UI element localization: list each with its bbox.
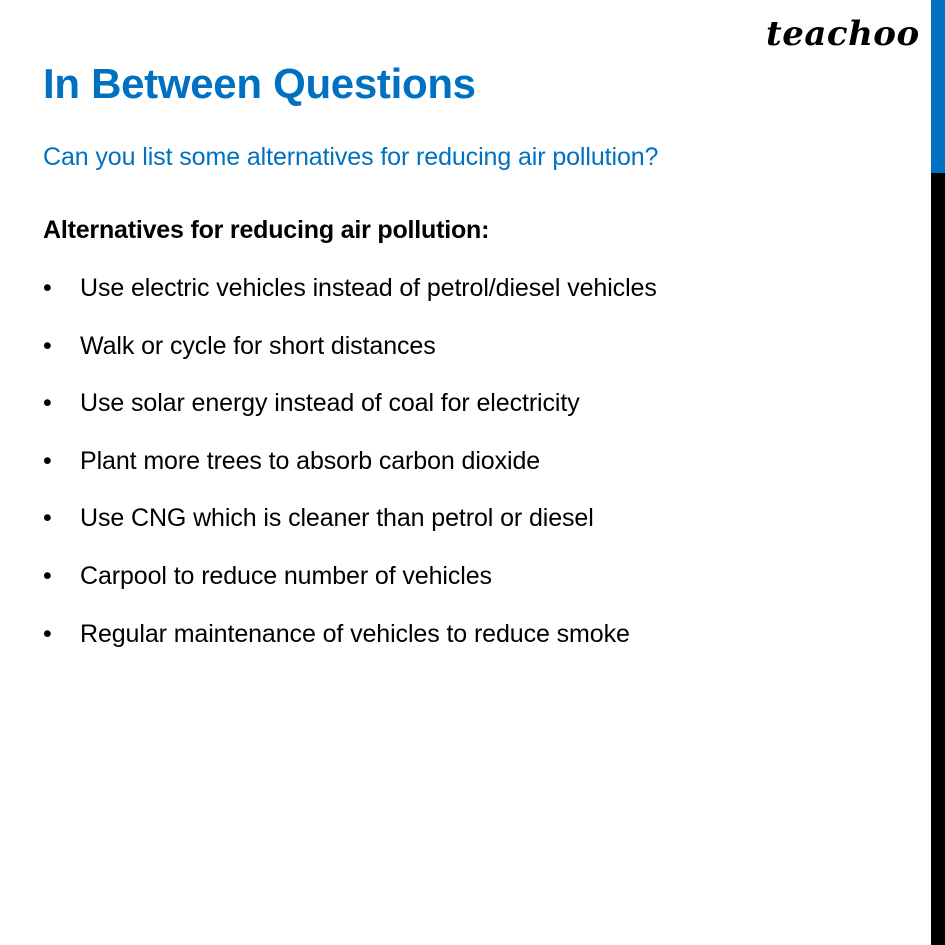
list-item xyxy=(43,500,657,558)
list-item-text: Use CNG which is cleaner than petrol or diesel xyxy=(80,504,594,533)
list-item-text: Carpool to reduce number of vehicles xyxy=(80,561,492,590)
question-text: Can you list some alternatives for reducing air pollution? xyxy=(43,143,659,171)
answer-heading: Alternatives for reducing air pollution: xyxy=(43,216,490,244)
side-accent-bar xyxy=(931,0,945,945)
alternatives-list xyxy=(43,270,657,673)
list-item xyxy=(43,616,657,674)
bullet-icon: • xyxy=(43,331,52,360)
list-item-text: Use electric vehicles instead of petrol/diesel vehicles xyxy=(80,274,657,302)
bullet-icon: • xyxy=(43,389,52,418)
bullet-icon: • xyxy=(43,504,52,533)
bullet-icon: • xyxy=(43,446,52,475)
list-item xyxy=(43,270,657,328)
list-item-text: Regular maintenance of vehicles to reduce smoke xyxy=(80,619,630,648)
side-accent-blue xyxy=(931,0,945,173)
bullet-icon: • xyxy=(43,619,52,648)
list-item xyxy=(43,328,657,386)
slide-title: In Between Questions xyxy=(43,60,476,107)
list-item-text: Plant more trees to absorb carbon dioxide xyxy=(80,446,541,475)
bullet-icon: • xyxy=(43,274,52,302)
bullet-icon: • xyxy=(43,561,52,590)
list-item-text: Walk or cycle for short distances xyxy=(80,331,436,360)
list-item xyxy=(43,558,657,616)
teachoo-logo: teachoo xyxy=(766,14,920,54)
list-item xyxy=(43,443,657,501)
list-item-text: Use solar energy instead of coal for electricity xyxy=(80,389,580,418)
list-item xyxy=(43,385,657,443)
